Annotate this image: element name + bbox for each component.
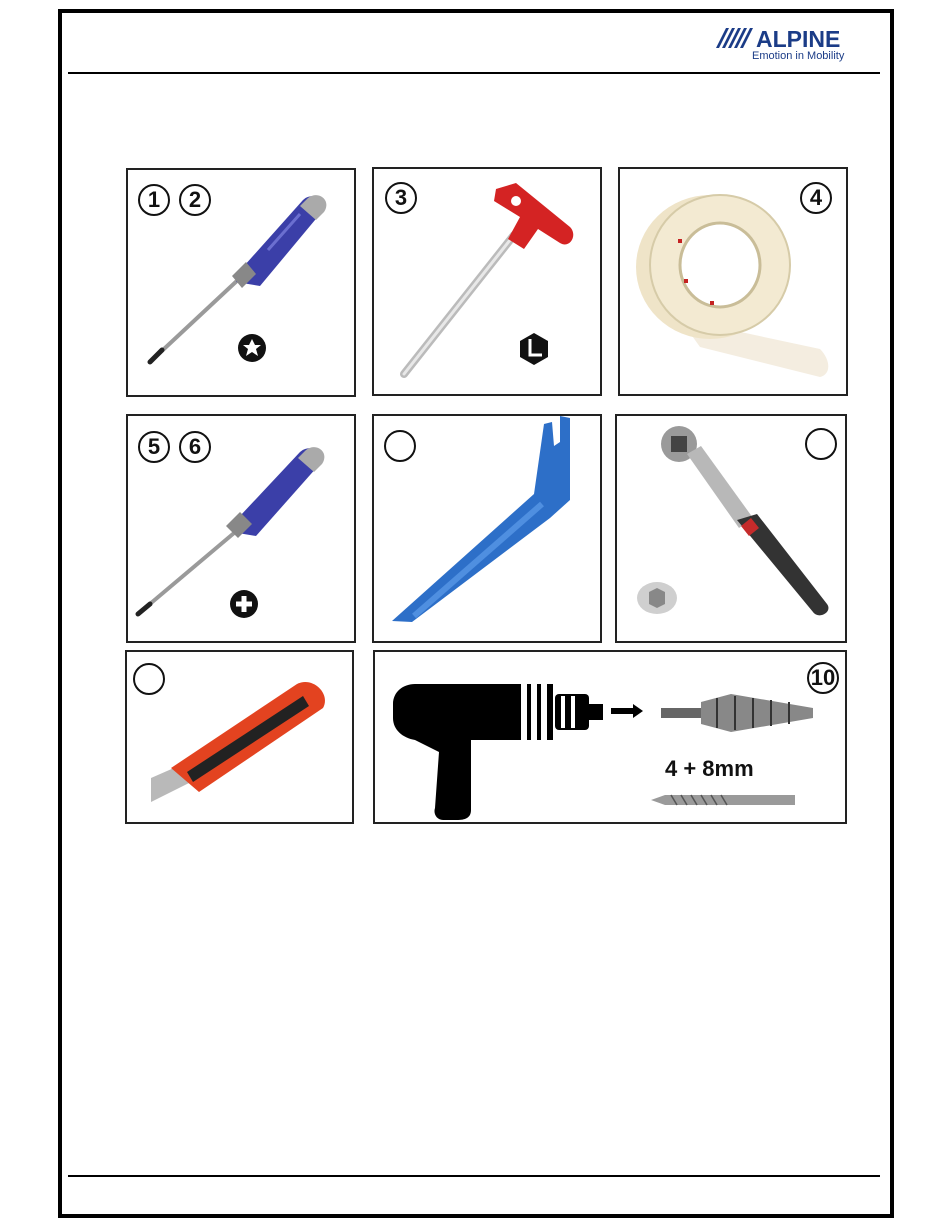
tool-panel-masking-tape (618, 167, 848, 396)
trim-tool-icon (374, 416, 600, 641)
phillips-bit-icon (128, 416, 354, 641)
tool-panel-allen-key (372, 167, 602, 396)
tool-panel-ratchet-socket (615, 414, 847, 643)
tool-panel-trim-removal-tool (372, 414, 602, 643)
tool-number: 2 (179, 184, 211, 216)
header-rule (68, 72, 880, 74)
tool-number: 6 (179, 431, 211, 463)
footer-rule (68, 1175, 880, 1177)
tool-number: 4 (800, 182, 832, 214)
brand-tagline: Emotion in Mobility (752, 50, 845, 62)
tool-number: 5 (138, 431, 170, 463)
drill-bit-size-label: 4 + 8mm (665, 756, 754, 781)
socket-icon (617, 416, 845, 641)
tool-number: 10 (807, 662, 839, 694)
twist-drill-bit-icon (375, 652, 845, 822)
tool-number: 1 (138, 184, 170, 216)
tool-number: 3 (385, 182, 417, 214)
cutter-knife-icon (127, 652, 352, 822)
torx-bit-icon (128, 170, 354, 395)
tool-panel-phillips-screwdriver (126, 414, 356, 643)
hex-key-icon (374, 169, 600, 394)
alpine-logo (716, 26, 868, 66)
brand-name: ALPINE (756, 26, 841, 50)
tool-panel-torx-screwdriver (126, 168, 356, 397)
tool-panel-cutter-knife (125, 650, 354, 824)
tool-panel-drill (373, 650, 847, 824)
tape-icon (620, 169, 846, 394)
